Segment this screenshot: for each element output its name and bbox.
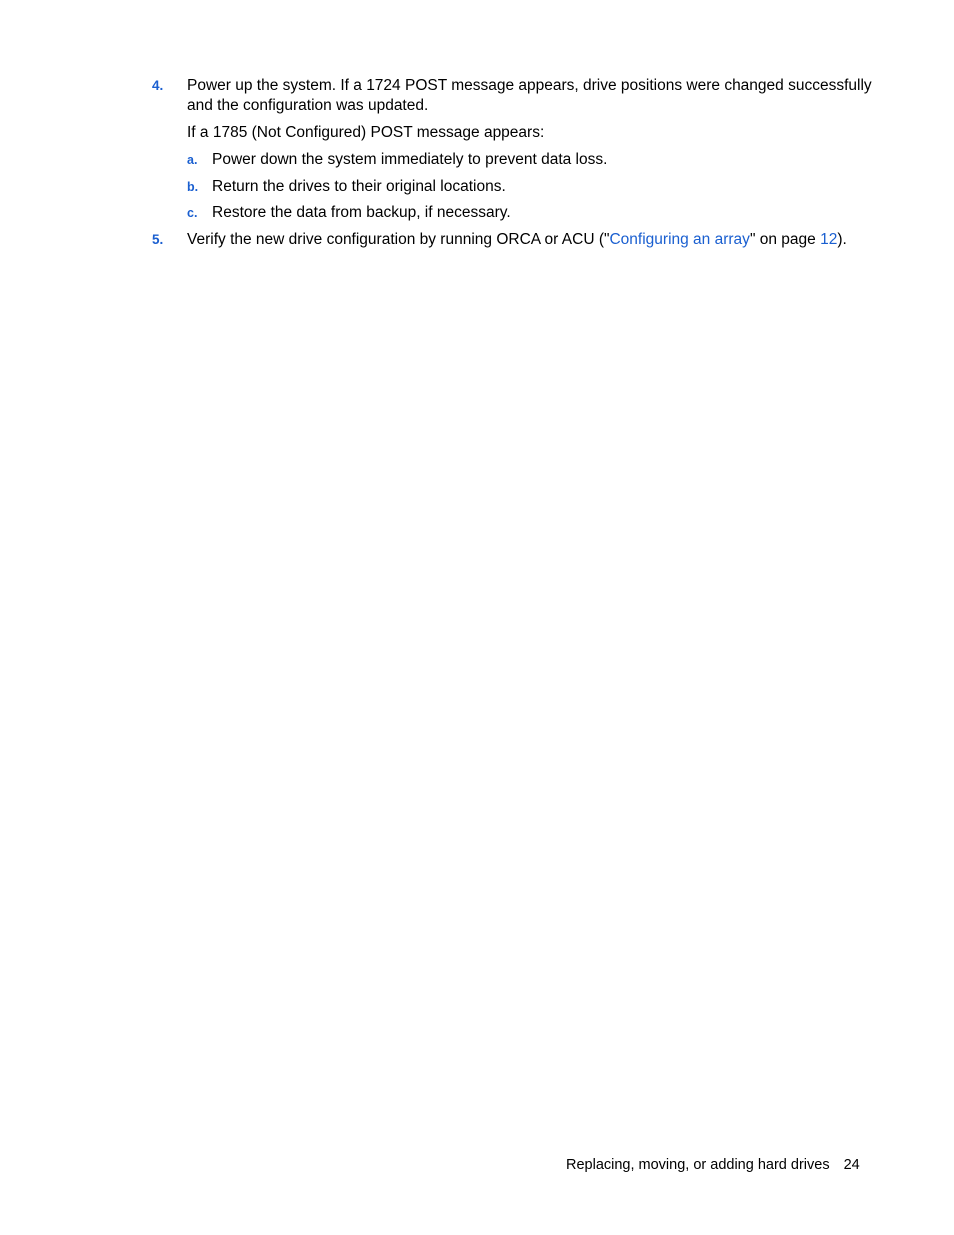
step-text-prefix: Verify the new drive configuration by running ORCA or ACU (" [187, 231, 610, 248]
substep-letter: a. [187, 153, 198, 167]
step-text [187, 230, 877, 250]
substep-text: Return the drives to their original locations. [212, 178, 506, 195]
step-text-suffix: ). [837, 231, 847, 248]
configuring-array-link[interactable]: Configuring an array [609, 231, 750, 248]
step-number: 5. [152, 232, 164, 247]
substep-letter: b. [187, 180, 199, 194]
page-reference-link[interactable]: 12 [820, 231, 838, 248]
page-footer [566, 1157, 860, 1173]
substep-letter: c. [187, 206, 198, 220]
condition-paragraph: If a 1785 (Not Configured) POST message appears: [187, 124, 545, 141]
step-number: 4. [152, 78, 164, 93]
substep-text: Power down the system immediately to prevent data loss. [212, 151, 608, 168]
step-line-1: Power up the system. If a 1724 POST message appears, drive positions were changed successfully [187, 77, 872, 94]
step-line-2: and the configuration was updated. [187, 97, 429, 114]
footer-page-number: 24 [843, 1157, 860, 1173]
footer-section-title: Replacing, moving, or adding hard drives [566, 1157, 830, 1173]
step-text [187, 76, 877, 116]
substep-text: Restore the data from backup, if necessary. [212, 204, 511, 221]
step-text-middle: " on page [749, 231, 821, 248]
